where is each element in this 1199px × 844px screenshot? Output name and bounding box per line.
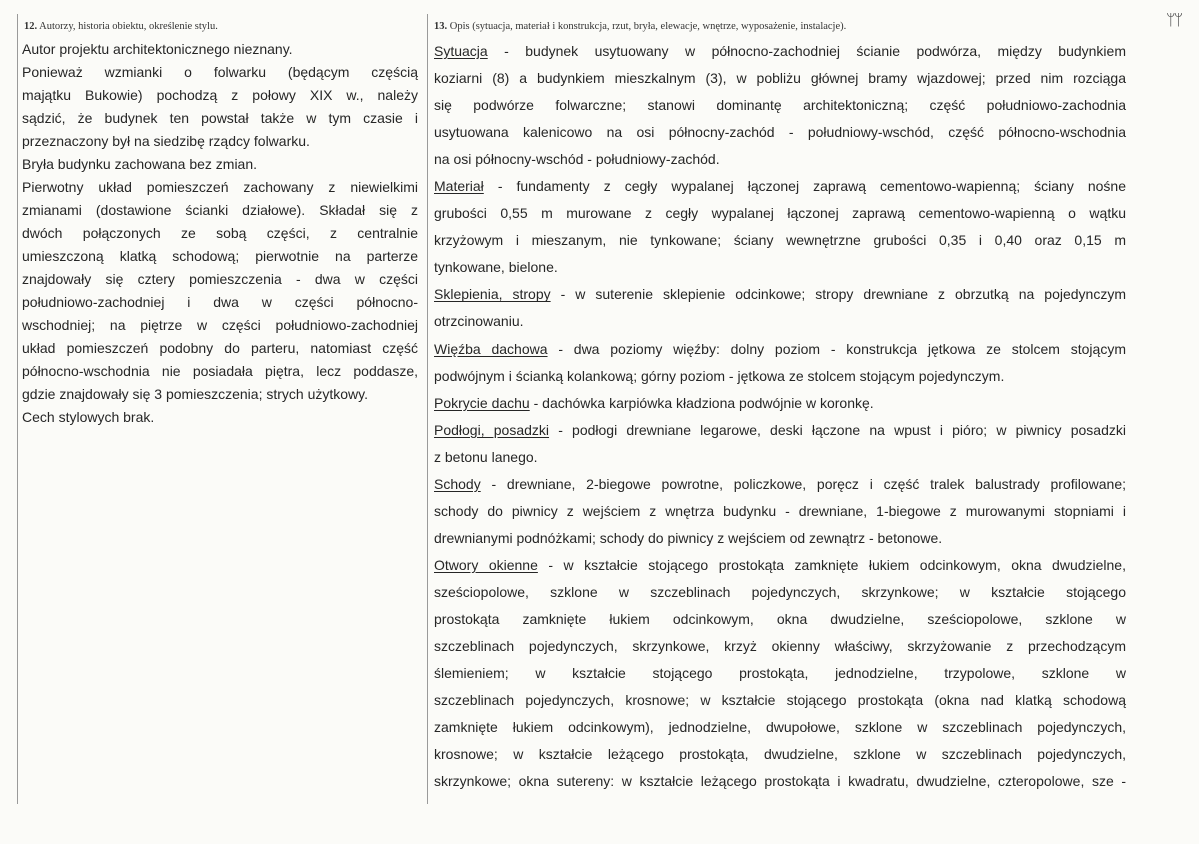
text-line: grubości 0,55 m murowane z cegły wypalanej łączonej zaprawą cementowo-wapienną o wątku [434, 205, 1126, 222]
text-line: Pokrycie dachu - dachówka karpiówka kładziona podwójnie w koronkę. [434, 394, 874, 411]
term-sklepienia: Sklepienia, stropy [434, 286, 551, 303]
margin-mark: ᛘᛘ [1166, 10, 1182, 29]
text-line: Podłogi, posadzki - podłogi drewniane legarowe, deski łączone na wpust i pióro; w piwnicy posadzki [434, 421, 1126, 438]
text-line: znajdowały się cztery pomieszczenia - dwa w części [22, 271, 418, 287]
text-line: Więźba dachowa - dwa poziomy więźby: dolny poziom - konstrukcja jętkowa ze stolcem stojącym [434, 340, 1126, 357]
text-line: dwóch połączonych ze sobą części, z centralnie [22, 225, 418, 241]
text-line: umieszczoną klatką schodową; pierwotnie na parterze [22, 248, 418, 264]
text-line: skrzynkowe; okna sutereny: w kształcie leżącego prostokąta i kwadratu, dwudzielne, czteropolowe, sze - [434, 773, 1126, 790]
section-13-body [434, 38, 1126, 795]
text-line: sądzić, że budynek ten powstał także w tym czasie i [22, 110, 418, 126]
section-13-number: 13. [434, 21, 448, 32]
term-sytuacja: Sytuacja [434, 43, 488, 59]
text-line: Autor projektu architektonicznego nieznany. [22, 41, 293, 57]
term-otwory: Otwory okienne [434, 556, 538, 573]
term-material: Materiał [434, 178, 484, 195]
section-13-title: Opis (sytuacja, materiał i konstrukcja, rzut, bryła, elewacje, wnętrze, wyposażenie, instalacje). [449, 21, 847, 32]
text-line: majątku Bukowie) pochodzą z połowy XIX w., należy [22, 87, 418, 103]
left-border [17, 14, 18, 804]
text-line: tynkowane, bielone. [434, 259, 558, 276]
text-line: ślemieniem; w kształcie stojącego prostokąta, jednodzielne, trzypolowe, szklone w [434, 665, 1126, 682]
text-line: zamknięte łukiem odcinkowym), jednodzielne, dwupołowe, szklone w szczeblinach pojedynczych, [434, 719, 1126, 736]
text-line: Sytuacja - budynek usytuowany w północno-zachodniej ścianie podwórza, między budynkiem [434, 43, 1126, 59]
text-line: zmianami (dostawione ścianki działowe). Składał się z [22, 202, 418, 218]
text-line: podwójnym i ścianką kolankową; górny poziom - jętkowa ze stolcem stojącym pojedynczym. [434, 367, 1005, 384]
text-line: południowo-zachodniej i dwa w części północno- [22, 294, 418, 310]
section-12-body [22, 38, 418, 429]
text-line: schody do piwnicy z wejściem z wnętrza budynku - drewniane, 1-biegowe z murowanymi stopniami i [434, 502, 1126, 519]
text-line: otrzcinowaniu. [434, 313, 524, 330]
text-line: wschodniej; na piętrze w części południowo-zachodniej [22, 317, 418, 333]
text-line: północno-wschodnia nie posiadała piętra, lecz poddasze, [22, 363, 418, 379]
text-line: sześciopolowe, szklone w szczeblinach pojedynczych, skrzynkowe; w kształcie stojącego [434, 583, 1126, 600]
column-divider [427, 14, 428, 804]
text-line: Materiał - fundamenty z cegły wypalanej łączonej zaprawą cementowo-wapienną; ściany nośne [434, 178, 1126, 195]
term-podlogi: Podłogi, posadzki [434, 421, 550, 438]
section-12-title: Autorzy, historia obiektu, określenie stylu. [39, 21, 218, 32]
text-line: się podwórze folwarczne; stanowi dominantę architektoniczną; część południowo-zachodnia [434, 97, 1126, 114]
text-line: prostokąta zamknięte łukiem odcinkowym, okna dwudzielne, sześciopolowe, szklone w [434, 610, 1126, 627]
term-wiezba: Więźba dachowa [434, 340, 548, 357]
text-line: Otwory okienne - w kształcie stojącego prostokąta zamknięte łukiem odcinkowym, okna dwudzielne, [434, 556, 1126, 573]
text-line: z betonu lanego. [434, 448, 538, 465]
text-line: krosnowe; w kształcie leżącego prostokąta, dwudzielne, szklone w szczeblinach pojedynczych, [434, 746, 1126, 763]
text-line: Pierwotny układ pomieszczeń zachowany z niewielkimi [22, 179, 418, 195]
text-line: na osi północny-wschód - południowy-zachód. [434, 151, 720, 168]
term-pokrycie: Pokrycie dachu [434, 394, 530, 411]
section-12-header [24, 21, 218, 32]
text-line: Schody - drewniane, 2-biegowe powrotne, policzkowe, poręcz i część tralek balustrady profilowane; [434, 475, 1126, 492]
text-line: układ pomieszczeń podobny do parteru, natomiast część [22, 340, 418, 356]
text-line: usytuowana kalenicowo na osi północny-zachód - południowy-wschód, część północno-wschodnia [434, 124, 1126, 141]
text-line: koziarni (8) a budynkiem mieszkalnym (3), w pobliżu głównej bramy wjazdowej; przed nim rozciąga [434, 70, 1126, 87]
text-line: szczeblinach pojedynczych, skrzynkowe, krzyż okienny właściwy, skrzyżowanie z przechodzącym [434, 638, 1126, 655]
text-line: gdzie znajdowały się 3 pomieszczenia; strych użytkowy. [22, 386, 369, 402]
text-line: Bryła budynku zachowana bez zmian. [22, 156, 258, 172]
text-line: krzyżowym i mieszanym, nie tynkowane; ściany wewnętrzne grubości 0,35 i 0,40 oraz 0,15 m [434, 232, 1126, 249]
text-line: Sklepienia, stropy - w suterenie sklepienie odcinkowe; stropy drewniane z obrzutką na pojedynczym [434, 286, 1126, 303]
section-13-header [434, 21, 846, 32]
text-line: Ponieważ wzmianki o folwarku (będącym częścią [22, 64, 418, 80]
text-line: Cech stylowych brak. [22, 409, 155, 425]
section-12-number: 12. [24, 21, 38, 32]
text-line: szczeblinach pojedynczych, krosnowe; w kształcie stojącego prostokąta (okna nad klatką schodową [434, 692, 1126, 709]
text-line: drewnianymi podnóżkami; schody do piwnicy z wejściem od zewnątrz - betonowe. [434, 529, 943, 546]
text-line: przeznaczony był na siedzibę rządcy folwarku. [22, 133, 310, 149]
term-schody: Schody [434, 475, 481, 492]
